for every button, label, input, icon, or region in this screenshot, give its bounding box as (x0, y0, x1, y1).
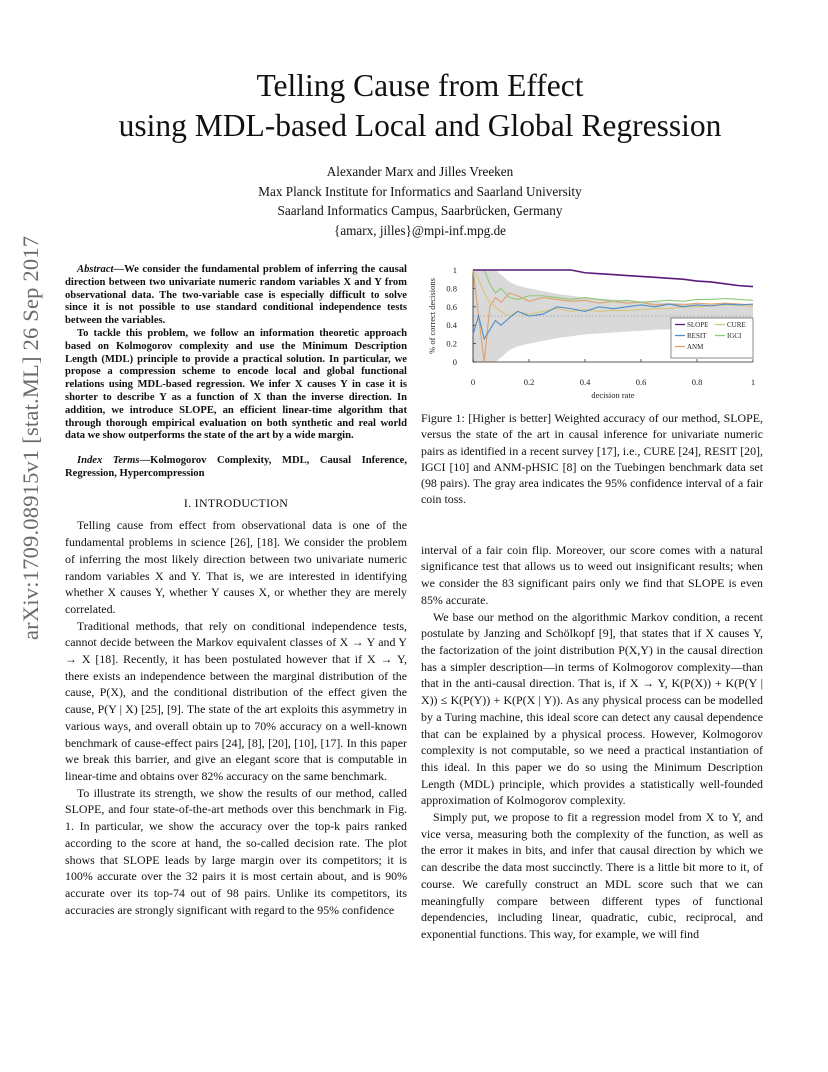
intro-paragraph-1: Telling cause from effect from observational data is one of the fundamental problems in science [26], [18]. We consider the problem of inferring the most likely direction between two univariate numeric random variables X and Y. That is, we are interested in identifying whether X causes Y, whether Y causes X, or whether they are merely correlated. (65, 518, 407, 616)
legend-label: IGCI (727, 332, 742, 340)
right-paragraph-2: We base our method on the algorithmic Markov condition, a recent postulate by Janzing and Schölkopf [9], that states that if X causes Y, the factorization of the joint distribution P(X,Y) in the causal direction has a simpler description—in terms of Kolmogorov complexity—than that in the anti-causal direction. That is, if X → Y, K(P(X)) + K(P(Y | X)) ≤ K(P(Y)) + K(P(X | Y)). As any physical process can be modelled by a Turing machine, this ideal score can detect any causal dependence that can be explained by a physical process. However, Kolmogorov complexity is not computable, so we need a practical instantiation of this ideal. In this paper we do so using the Minimum Description Length (MDL) principle, which provides a statistically well-founded approximation of Kolmogorov complexity. (421, 609, 763, 808)
intro-paragraph-2: Traditional methods, that rely on conditional independence tests, cannot decide between the Markov equivalent classes of X → Y and Y → X [18]. Recently, it has been postulated however that if X → Y, there exists an independence between the marginal distribution of the cause, P(X), and the conditional distribution of the effect given the cause, P(Y | X) [25], [9]. The state of the art exploits this asymmetry in various ways, and overall obtain up to 70% accuracy on a well-known benchmark of cause-effect pairs [24], [8], [20], [10], [17]. In this paper we break this barrier, and give an elegant score that is computable in linear-time and obtains over 82% accuracy on the same benchmark. (65, 618, 407, 783)
left-column (65, 264, 407, 918)
figure-1-caption: Figure 1: [Higher is better] Weighted accuracy of our method, SLOPE, versus the state of the art in causal inference for univariate numeric pairs as identified in a recent survey [17], i.e., CURE [24], RESIT [20], IGCI [10] and ANM-pHSIC [8] on the Tuebingen benchmark data set (98 pairs). The gray area indicates the 95% confidence interval of a fair coin toss. (421, 411, 763, 507)
right-column (421, 410, 763, 943)
legend-label: SLOPE (687, 321, 709, 329)
right-paragraph-1: interval of a fair coin flip. Moreover, our score comes with a natural significance test that allows us to weed out insignificant results; when we consider the 83 significant pairs only we find that SLOPE is even 85% accurate. (421, 542, 763, 607)
affiliation-2: Saarland Informatics Campus, Saarbrücken, Germany (277, 203, 563, 218)
x-tick-label: 0.6 (635, 377, 647, 387)
abstract-text-1: —We consider the fundamental problem of inferring the causal direction between two univariate numeric random variables X and Y from observational data. The two-variable case is especially difficult to solve since it is not possible to use standard conditional independence tests between the variables. (65, 264, 407, 327)
abstract-p1 (65, 264, 407, 328)
y-axis-label: % of correct decisions (427, 278, 437, 354)
x-tick-label: 0.8 (691, 377, 703, 387)
series-line-slope (473, 270, 753, 287)
abstract-p2: To tackle this problem, we follow an information theoretic approach based on Kolmogorov complexity and use the Minimum Description Length (MDL) principle to provide a practical solution. In particular, we propose a compression scheme to encode local and global functional relations using MDL-based regression. We infer X causes Y in case it is shorter to describe Y as a function of X than the inverse direction. In addition, we introduce SLOPE, an efficient linear-time algorithm that through thorough empirical evaluation on both synthetic and real world data we show outperforms the state of the art by a wide margin. (65, 327, 407, 442)
author-block (60, 162, 780, 240)
section-heading-introduction: I. INTRODUCTION (183, 495, 289, 510)
index-terms-label: Index Terms (77, 455, 140, 467)
legend-label: CURE (727, 321, 746, 329)
y-tick-label: 0 (452, 357, 457, 367)
affiliation-1: Max Planck Institute for Informatics and Saarland University (258, 183, 582, 199)
x-axis-label: decision rate (591, 390, 635, 400)
x-tick-label: 0.4 (579, 377, 591, 387)
legend-label: RESIT (687, 332, 707, 340)
x-tick-label: 0 (470, 377, 476, 387)
author-email: {amarx, jilles}@mpi-inf.mpg.de (333, 222, 507, 238)
legend-label: ANM (687, 343, 704, 351)
index-terms (65, 455, 407, 481)
x-tick-label: 0.2 (523, 377, 535, 387)
figure-1-chart (421, 260, 766, 405)
intro-paragraph-3: To illustrate its strength, we show the results of our method, called SLOPE, and four state-of-the-art methods over this benchmark in Fig. 1. In particular, we show the accuracy over the top-k pairs ranked according to the score at hand, the so-called decision rate. The plot shows that SLOPE leads by large margin over its competitors; it is 100% accurate over the 32 pairs it is most certain about, and is 90% accurate over its top-74 out of 98 pairs. Unlike its competitors, its accuracies are strongly significant with regard to the 95% confidence (65, 785, 407, 917)
title-line-1: Telling Cause from Effect (256, 68, 584, 103)
y-tick-label: 1 (452, 265, 457, 275)
y-tick-label: 0.2 (446, 338, 457, 349)
y-tick-label: 0.8 (446, 283, 457, 294)
y-tick-label: 0.6 (446, 301, 457, 312)
paper-title (60, 66, 780, 146)
author-names: Alexander Marx and Jilles Vreeken (326, 164, 514, 179)
y-tick-label: 0.4 (446, 320, 457, 331)
x-tick-label: 1 (750, 377, 756, 387)
title-line-2: using MDL-based Local and Global Regression (118, 108, 722, 143)
index-terms-text: —Kolmogorov Complexity, MDL, Causal Inference, Regression, Hypercompression (65, 455, 407, 479)
arxiv-side-label: arXiv:1709.08915v1 [stat.ML] 26 Sep 2017 (18, 235, 43, 640)
right-paragraph-3: Simply put, we propose to fit a regression model from X to Y, and vice versa, measuring both the complexity of the function, as well as the error it makes in bits, and infer that causal direction by which we can describe the data most succinctly. There is a little bit more to it, of course. We carefully construct an MDL score such that we can meaningfully compare between different types of functional dependencies, including linear, quadratic, cubic, reciprocal, and exponential functions. This way, for example, we will find (421, 810, 763, 941)
abstract-label: Abstract (77, 264, 114, 275)
